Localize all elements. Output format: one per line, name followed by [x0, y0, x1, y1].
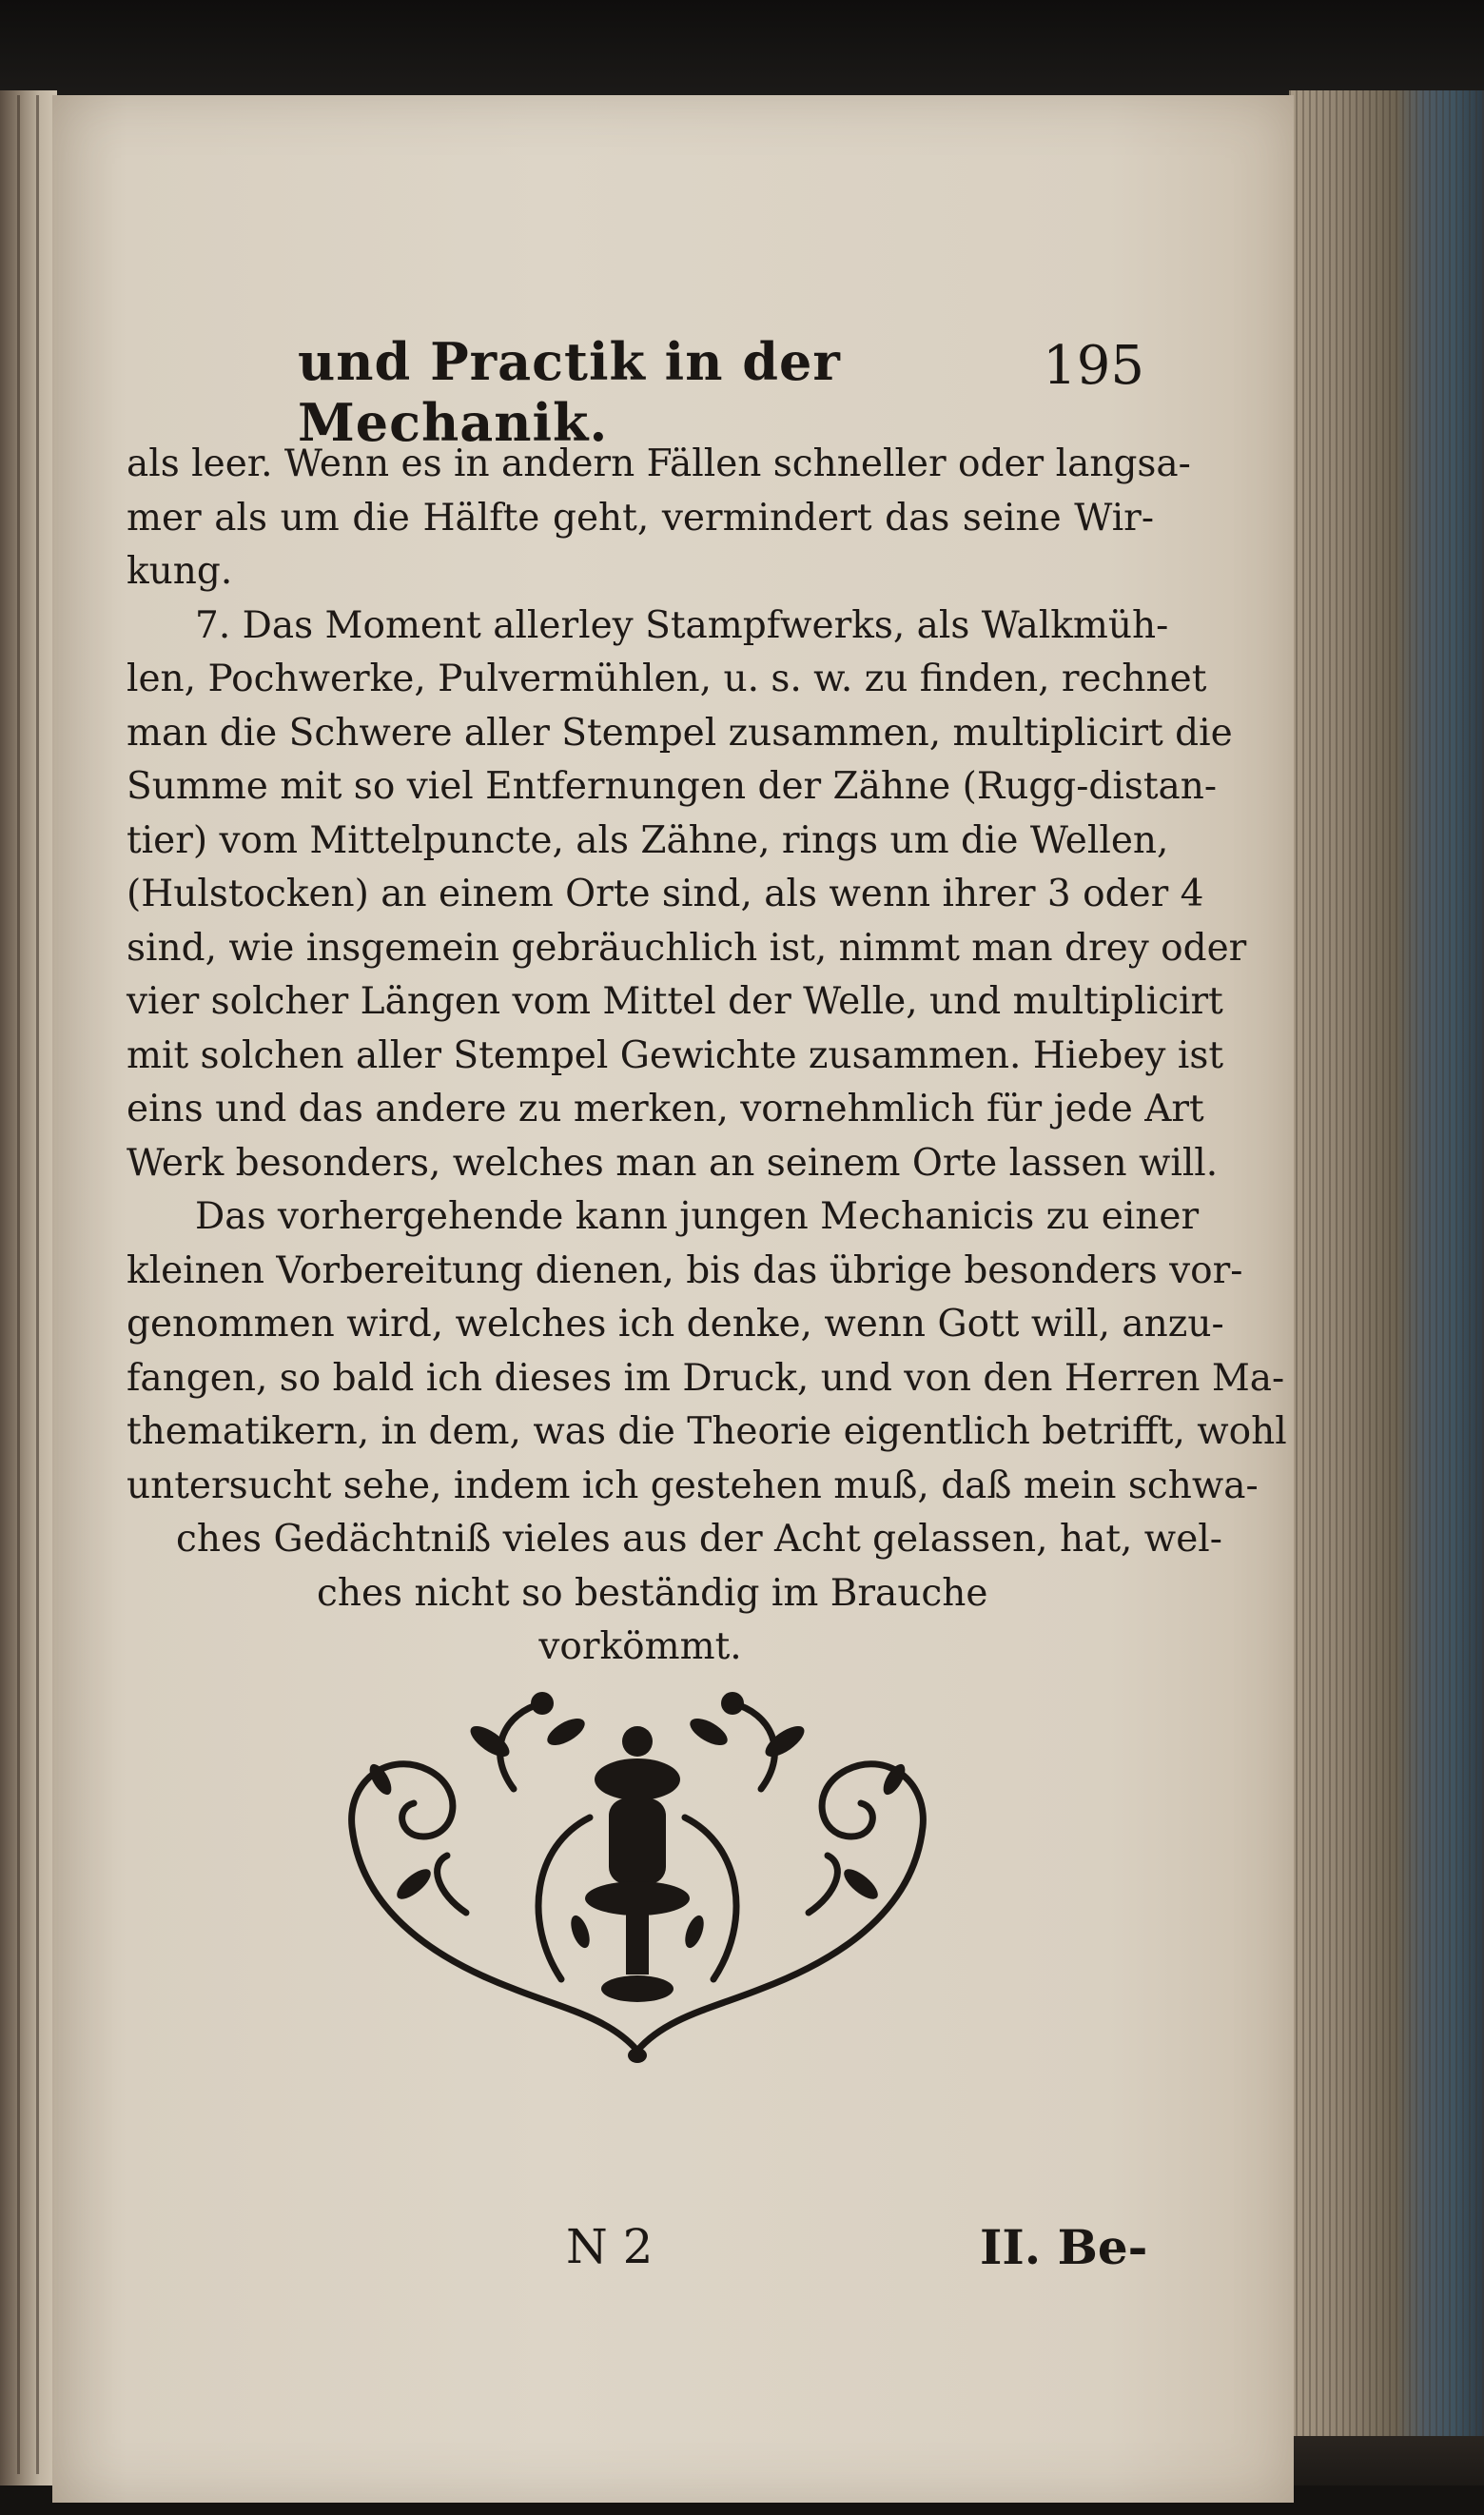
- text-line: als leer. Wenn es in andern Fällen schneller oder langsa-: [127, 442, 1191, 485]
- text-line: 7. Das Moment allerley Stampfwerks, als Walkmüh-: [195, 603, 1169, 647]
- page-number: 195: [1043, 335, 1144, 397]
- text-line: len, Pochwerke, Pulvermühlen, u. s. w. zu finden, rechnet: [127, 658, 1207, 700]
- left-edge-line: [17, 95, 20, 2474]
- text-line: ches Gedächtniß vieles aus der Acht gelassen, hat, wel-: [176, 1518, 1222, 1561]
- text-line: eins und das andere zu merken, vornehmlich für jede Art: [127, 1088, 1204, 1130]
- running-title: und Practik in der Mechanik.: [298, 331, 841, 453]
- text-line: mit solchen aller Stempel Gewichte zusammen. Hiebey ist: [127, 1033, 1224, 1077]
- text-line: (Hulstocken) an einem Orte sind, als wenn ihrer 3 oder 4: [127, 873, 1204, 915]
- fore-edge-page-stack: [1289, 90, 1484, 2493]
- text-line: tier) vom Mittelpuncte, als Zähne, rings um die Wellen,: [127, 818, 1169, 862]
- left-page-edge: [0, 90, 57, 2488]
- text-line: vorkömmt.: [538, 1625, 742, 1668]
- left-edge-line: [36, 95, 39, 2474]
- text-line: vier solcher Längen vom Mittel der Welle, und multiplicirt: [127, 980, 1223, 1023]
- text-line: genommen wird, welches ich denke, wenn Gott will, anzu-: [127, 1303, 1224, 1346]
- text-line: mer als um die Hälfte geht, vermindert das seine Wir-: [127, 496, 1154, 540]
- text-line: kung.: [127, 550, 233, 593]
- body-text: [127, 438, 1287, 1675]
- floral-urn-vignette-icon: [323, 1675, 951, 2065]
- text-line: Werk besonders, welches man an seinem Orte lassen will.: [127, 1141, 1219, 1185]
- text-line: Summe mit so viel Entfernungen der Zähne (Rugg-distan-: [127, 765, 1218, 808]
- text-line: fangen, so bald ich dieses im Druck, und von den Herren Ma-: [127, 1356, 1285, 1400]
- running-head: [298, 331, 1154, 453]
- text-line: untersucht sehe, indem ich gestehen muß, daß mein schwa-: [127, 1464, 1259, 1507]
- text-line: thematikern, in dem, was die Theorie eigentlich betrifft, wohl: [127, 1410, 1287, 1453]
- signature-mark: N 2: [566, 2219, 654, 2274]
- text-line: Das vorhergehende kann jungen Mechanicis zu einer: [195, 1195, 1200, 1238]
- page: [52, 95, 1294, 2503]
- text-line: man die Schwere aller Stempel zusammen, multiplicirt die: [127, 711, 1233, 755]
- text-line: sind, wie insgemein gebräuchlich ist, nimmt man drey oder: [127, 926, 1247, 970]
- text-line: ches nicht so beständig im Brauche: [317, 1571, 988, 1615]
- catchword: II. Be-: [980, 2219, 1148, 2275]
- text-line: kleinen Vorbereitung dienen, bis das übrige besonders vor-: [127, 1248, 1243, 1292]
